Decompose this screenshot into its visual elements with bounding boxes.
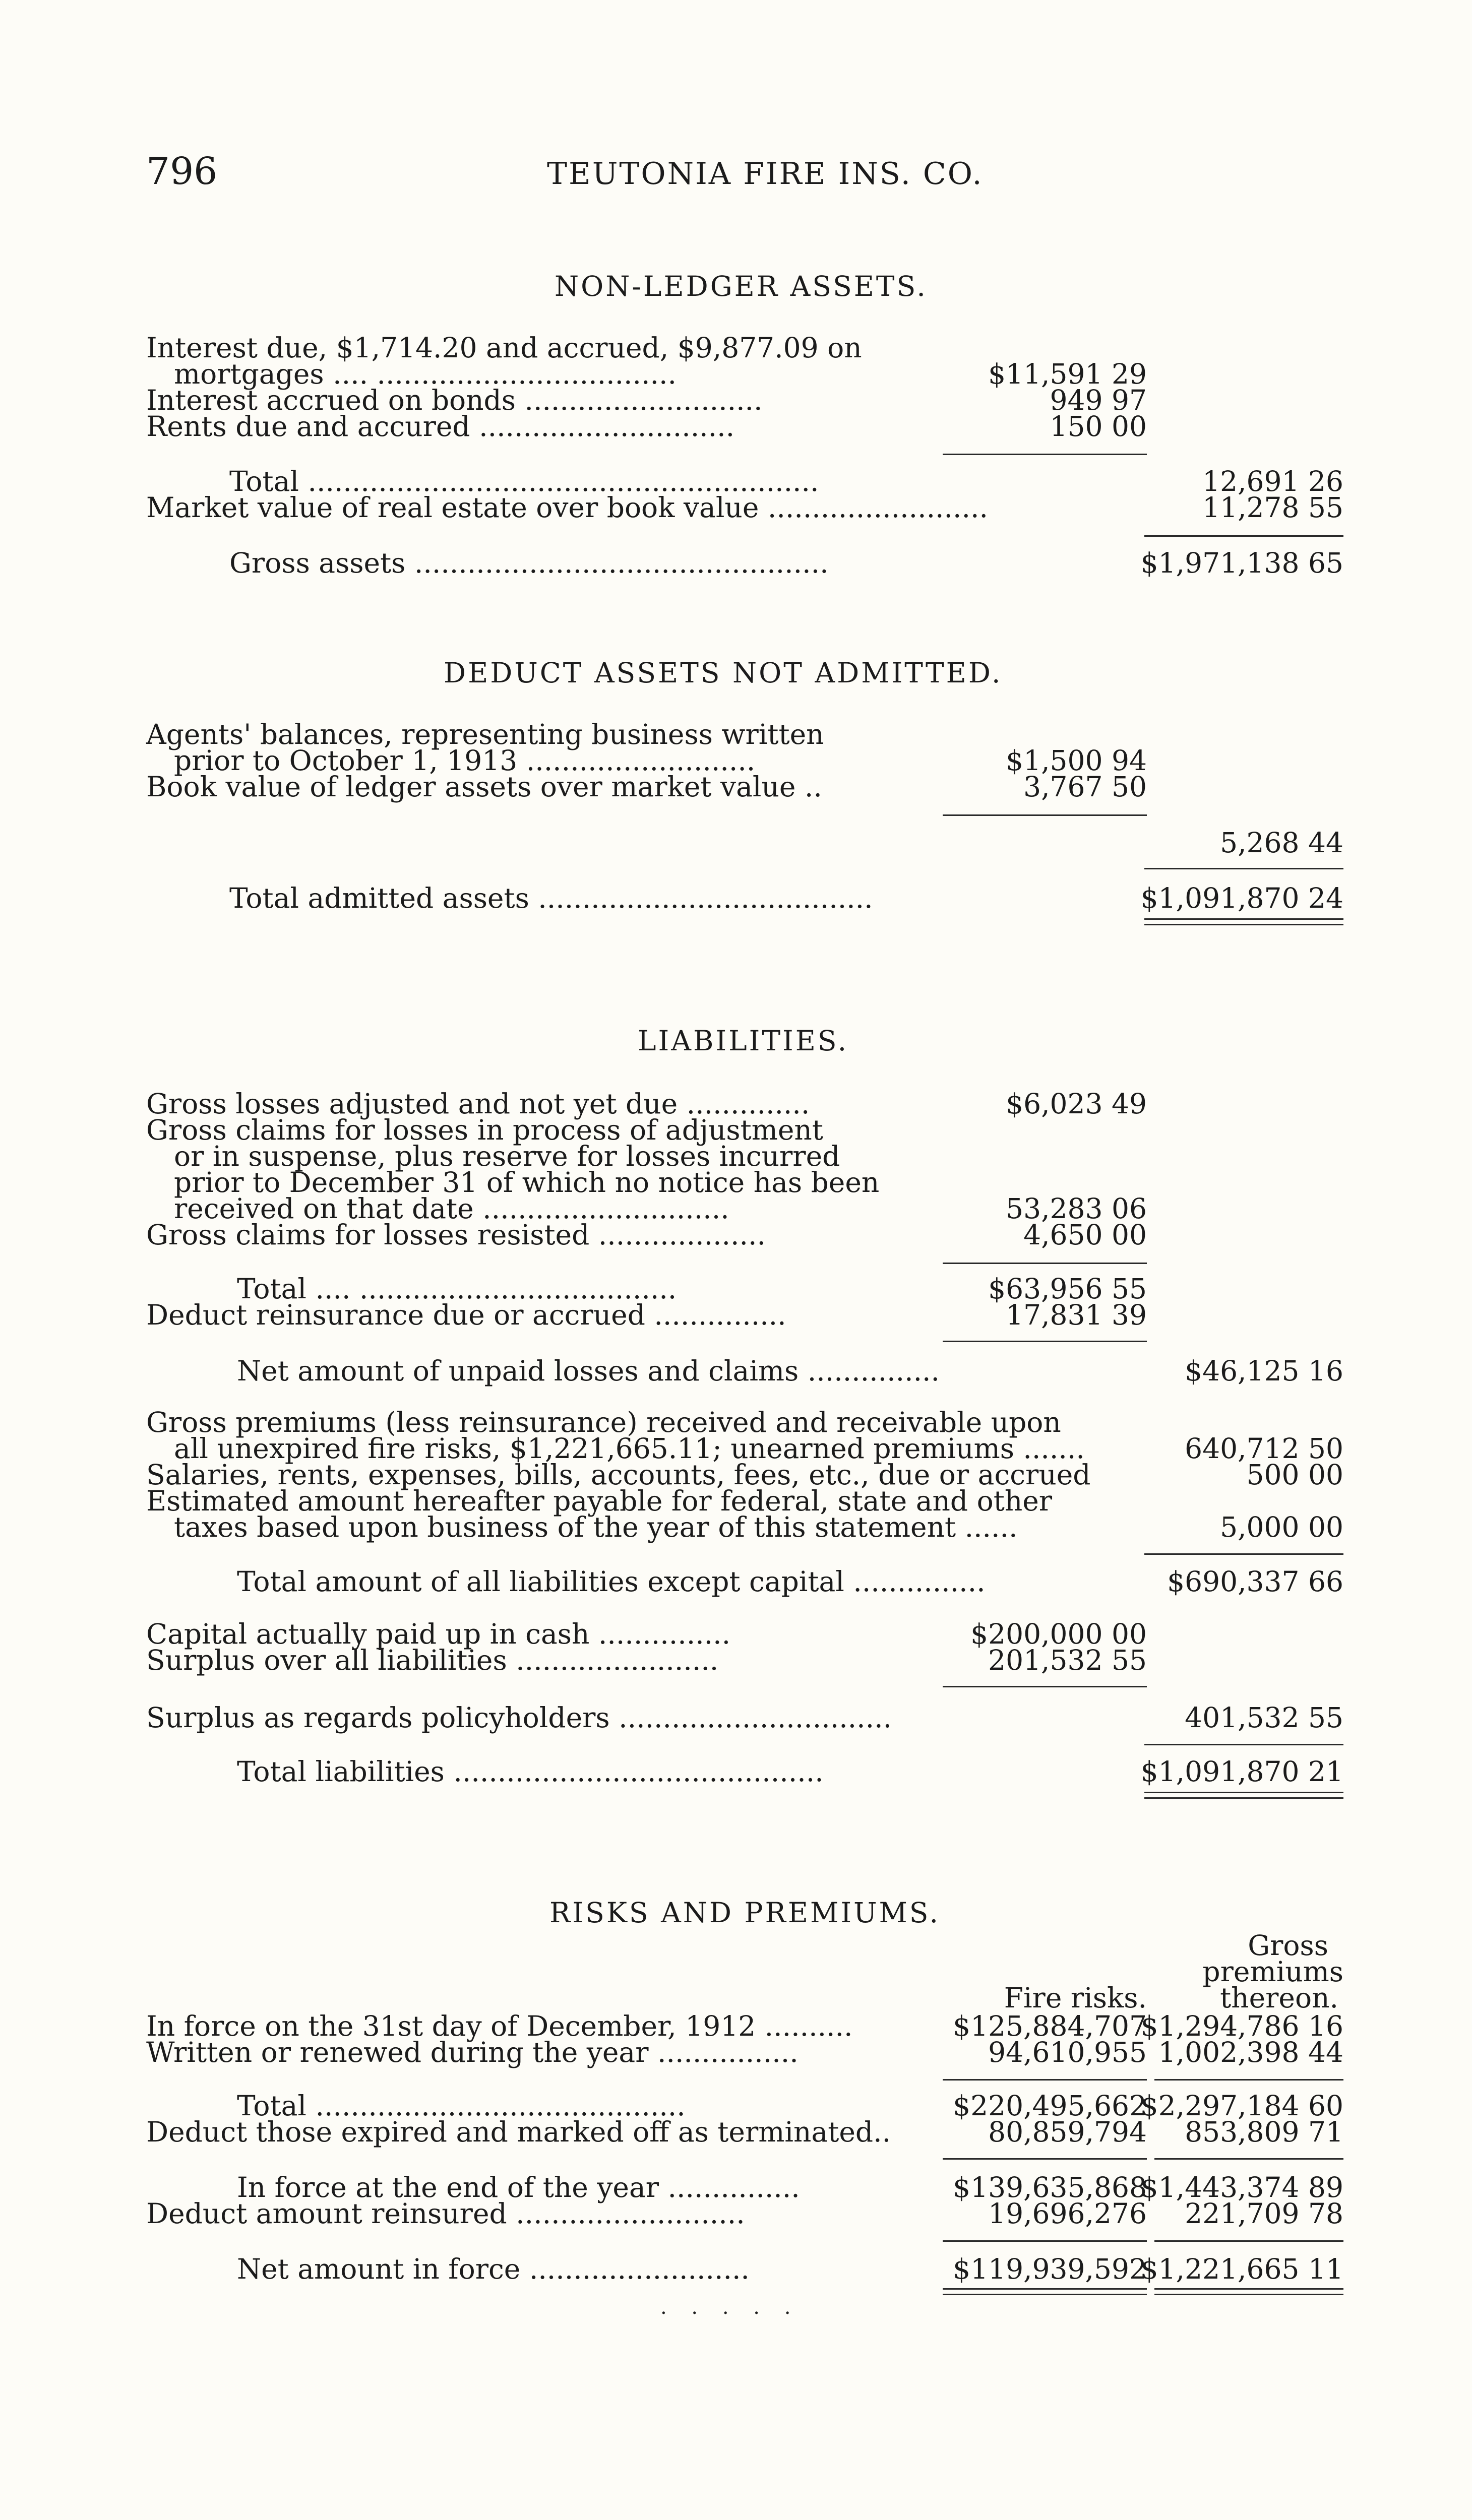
losses-adjusted-value: $6,023 49 [1006,1088,1147,1120]
taxes-line-2: taxes based upon business of the year of this statement ...... [174,1511,1018,1543]
risks-row-premium: $2,297,184 60 [1140,2090,1343,2122]
risks-row-label: Deduct those expired and marked off as terminated.. [146,2116,891,2148]
surplus-value: 201,532 55 [988,1644,1147,1676]
risks-row-premium: 221,709 78 [1185,2197,1343,2230]
rule [943,1341,1147,1342]
interest-value: $11,591 29 [988,358,1147,390]
premiums-value: 640,712 50 [1185,1432,1343,1465]
risks-row-label: Deduct amount reinsured .......................... [146,2197,745,2230]
gross-assets-value: $1,971,138 65 [1140,547,1343,579]
risks-row-label: Written or renewed during the year ................ [146,2036,799,2068]
taxes-line-1: Estimated amount hereafter payable for federal, state and other [146,1485,1053,1517]
double-rule [943,2288,1147,2295]
section-heading-non-ledger: NON-LEDGER ASSETS. [555,270,928,302]
rule [1144,1744,1343,1745]
section-heading-risks: RISKS AND PREMIUMS. [549,1897,940,1929]
salaries-value: 500 00 [1246,1459,1343,1491]
risks-row-fire: 80,859,794 [988,2116,1147,2148]
premiums-line-1: Gross premiums (less reinsurance) received and receivable upon [146,1406,1061,1438]
agents-line-2: prior to October 1, 1913 .......................... [174,744,756,777]
market-value: 11,278 55 [1202,491,1343,524]
policyholders-label: Surplus as regards policyholders ............................... [146,1702,892,1734]
risks-row-fire: $125,884,707 [953,2010,1147,2042]
policyholders-value: 401,532 55 [1185,1702,1343,1734]
rule [1144,535,1343,537]
claims-line-1: Gross claims for losses in process of adjustment [146,1114,823,1146]
rents-value: 150 00 [1050,410,1147,443]
total-liabilities-value: $1,091,870 21 [1140,1755,1343,1788]
risks-row-premium: $1,443,374 89 [1140,2171,1343,2203]
claims-resisted-value: 4,650 00 [1023,1219,1147,1251]
losses-total-label: Total .... .................................... [237,1273,677,1305]
bonds-value: 949 97 [1050,384,1147,416]
risks-row-premium: 853,809 71 [1185,2116,1343,2148]
interest-line-1: Interest due, $1,714.20 and accrued, $9,877.09 on [146,332,862,364]
rule [1154,2158,1343,2160]
risks-row-fire: 19,696,276 [988,2197,1147,2230]
admitted-assets-value: $1,091,870 24 [1140,882,1343,914]
rule [943,2158,1147,2160]
rule [1144,868,1343,869]
end-ornament: . . . . . [660,2296,800,2319]
bonds-label: Interest accrued on bonds ........................... [146,384,763,416]
all-liabilities-label: Total amount of all liabilities except capital ............... [237,1565,986,1598]
surplus-label: Surplus over all liabilities ....................... [146,1644,719,1676]
risks-row-label: In force on the 31st day of December, 1912 .......... [146,2010,853,2042]
risks-row-fire: $220,495,662 [953,2090,1147,2122]
column-header-gross: Gross [1248,1929,1328,1962]
section-heading-liabilities: LIABILITIES. [638,1025,849,1057]
double-rule [1144,918,1343,925]
deduct-subtotal: 5,268 44 [1220,827,1343,859]
section-heading-deduct: DEDUCT ASSETS NOT ADMITTED. [444,657,1003,689]
rents-label: Rents due and accured ............................. [146,410,735,443]
losses-adjusted-label: Gross losses adjusted and not yet due .............. [146,1088,810,1120]
page-number: 796 [146,150,218,193]
rule [943,1686,1147,1687]
risks-row-premium: $1,221,665 11 [1140,2253,1343,2285]
claims-resisted-label: Gross claims for losses resisted ................... [146,1219,766,1251]
all-liabilities-value: $690,337 66 [1167,1565,1343,1598]
capital-label: Capital actually paid up in cash ............... [146,1618,731,1650]
risks-row-premium: 1,002,398 44 [1158,2036,1343,2068]
claims-line-2: or in suspense, plus reserve for losses incurred [174,1140,840,1172]
market-label: Market value of real estate over book value ......................... [146,491,988,524]
admitted-assets-label: Total admitted assets ...................................... [229,882,873,914]
salaries-label: Salaries, rents, expenses, bills, accounts, fees, etc., due or accrued [146,1459,1091,1491]
net-unpaid-label: Net amount of unpaid losses and claims ............... [237,1355,940,1387]
rule [943,814,1147,816]
claims-value: 53,283 06 [1006,1192,1147,1225]
risks-row-fire: $139,635,868 [953,2171,1147,2203]
rule [943,2240,1147,2242]
book-value: 3,767 50 [1023,771,1147,803]
nl-total-label: Total .......................................................... [229,465,819,497]
agents-line-1: Agents' balances, representing business written [146,718,824,750]
taxes-value: 5,000 00 [1220,1511,1343,1543]
double-rule [1154,2288,1343,2295]
running-title: TEUTONIA FIRE INS. CO. [547,156,984,192]
net-unpaid-value: $46,125 16 [1185,1355,1343,1387]
column-header-premiums: premiums [1202,1956,1343,1988]
risks-row-premium: $1,294,786 16 [1140,2010,1343,2042]
total-liabilities-label: Total liabilities .......................................... [237,1755,824,1788]
double-rule [1144,1792,1343,1799]
premiums-line-2: all unexpired fire risks, $1,221,665.11; unearned premiums ....... [174,1432,1085,1465]
nl-total-value: 12,691 26 [1202,465,1343,497]
column-header-thereon: thereon. [1220,1982,1338,2014]
reinsurance-label: Deduct reinsurance due or accrued ............... [146,1299,786,1331]
risks-row-fire: 94,610,955 [988,2036,1147,2068]
reinsurance-value: 17,831 39 [1006,1299,1147,1331]
gross-assets-label: Gross assets ............................................... [229,547,829,579]
rule [943,2079,1147,2081]
risks-row-fire: $119,939,592 [953,2253,1147,2285]
capital-value: $200,000 00 [970,1618,1147,1650]
rule [943,454,1147,455]
rule [1154,2079,1343,2081]
interest-line-2: mortgages .... .................................. [174,358,677,390]
losses-total-value: $63,956 55 [988,1273,1147,1305]
rule [1144,1553,1343,1555]
risks-row-label: Net amount in force ......................... [237,2253,750,2285]
column-header-fire-risks: Fire risks. [1004,1982,1147,2014]
claims-line-3: prior to December 31 of which no notice has been [174,1166,880,1199]
risks-row-label: Total .......................................... [237,2090,686,2122]
rule [1154,2240,1343,2242]
agents-value: $1,500 94 [1006,744,1147,777]
book-value-label: Book value of ledger assets over market value .. [146,771,822,803]
claims-line-4: received on that date ............................ [174,1192,729,1225]
risks-row-label: In force at the end of the year ............... [237,2171,800,2203]
rule [943,1263,1147,1264]
